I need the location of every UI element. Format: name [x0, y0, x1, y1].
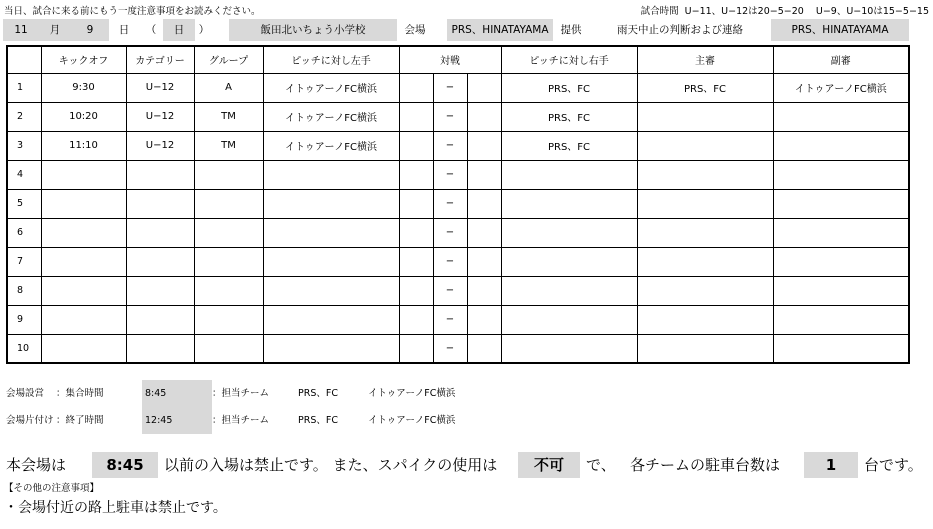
weekday-value: 日	[163, 19, 195, 41]
match-blank-left	[399, 218, 433, 247]
match-vs-cell: −	[433, 73, 467, 102]
assistant-cell	[773, 189, 909, 218]
referee-cell	[637, 305, 773, 334]
row-number: 7	[7, 247, 41, 276]
provider-name: PRS、HINATAYAMA	[447, 19, 553, 41]
notice-text: 当日、試合に来る前にもう一度注意事項をお読みください。	[4, 6, 261, 17]
paren-close: ）	[198, 24, 210, 36]
rules-text-1: 以前の入場は禁止です。 また、スパイクの使用は	[164, 456, 498, 474]
col-header-category: カテゴリー	[126, 46, 194, 73]
row-number: 1	[7, 73, 41, 102]
other-notes-heading: 【その他の注意事項】	[4, 483, 100, 494]
category-cell	[126, 160, 194, 189]
cleanup-team-1: PRS、FC	[298, 415, 338, 426]
assistant-cell	[773, 305, 909, 334]
category-cell: U−12	[126, 131, 194, 160]
category-cell	[126, 247, 194, 276]
group-cell	[194, 218, 263, 247]
table-row	[7, 334, 909, 363]
group-cell	[194, 247, 263, 276]
month-value: 11	[3, 19, 39, 41]
row-number: 5	[7, 189, 41, 218]
rain-label: 雨天中止の判断および連絡	[617, 24, 743, 36]
match-vs-cell: −	[433, 160, 467, 189]
match-blank-right	[467, 131, 501, 160]
parking-box: 1	[804, 452, 858, 478]
left-team-cell: イトゥアーノFC横浜	[263, 102, 399, 131]
row-number: 9	[7, 305, 41, 334]
assistant-cell	[773, 131, 909, 160]
assistant-cell	[773, 334, 909, 363]
referee-cell	[637, 247, 773, 276]
setup-row	[6, 380, 466, 407]
group-cell	[194, 189, 263, 218]
referee-cell	[637, 218, 773, 247]
setup-team-1: PRS、FC	[298, 388, 338, 399]
kickoff-cell: 9:30	[41, 73, 126, 102]
table-row	[7, 73, 909, 102]
group-cell: A	[194, 73, 263, 102]
kickoff-cell	[41, 160, 126, 189]
kickoff-cell	[41, 218, 126, 247]
kickoff-cell	[41, 247, 126, 276]
match-vs-cell: −	[433, 247, 467, 276]
setup-time: 8:45	[142, 380, 212, 407]
col-header-left-team: ピッチに対し左手	[263, 46, 399, 73]
group-cell	[194, 160, 263, 189]
match-blank-left	[399, 102, 433, 131]
provider-label: 提供	[560, 24, 582, 36]
col-header-assistant: 副審	[773, 46, 909, 73]
group-cell: TM	[194, 102, 263, 131]
match-blank-left	[399, 189, 433, 218]
match-blank-left	[399, 276, 433, 305]
right-team-cell	[501, 305, 637, 334]
rules-text-3: 各チームの駐車台数は	[630, 456, 781, 474]
match-blank-left	[399, 334, 433, 363]
right-team-cell	[501, 247, 637, 276]
row-number: 8	[7, 276, 41, 305]
category-cell: U−12	[126, 102, 194, 131]
match-vs-cell: −	[433, 305, 467, 334]
category-cell: U−12	[126, 73, 194, 102]
col-header-no	[7, 46, 41, 73]
cleanup-team-label: ：担当チーム	[212, 415, 270, 426]
right-team-cell	[501, 218, 637, 247]
row-number: 4	[7, 160, 41, 189]
rules-suffix: 台です。	[864, 456, 923, 474]
category-cell	[126, 218, 194, 247]
col-header-match: 対戦	[399, 46, 501, 73]
day-value: 9	[71, 19, 109, 41]
match-blank-right	[467, 160, 501, 189]
setup-time-label: ：集合時間	[56, 388, 104, 399]
kickoff-cell	[41, 334, 126, 363]
spike-box: 不可	[518, 452, 580, 478]
cleanup-row	[6, 407, 466, 434]
referee-cell	[637, 160, 773, 189]
match-vs-cell: −	[433, 276, 467, 305]
setup-team-2: イトゥアーノFC横浜	[368, 388, 456, 399]
table-row	[7, 131, 909, 160]
left-team-cell: イトゥアーノFC横浜	[263, 73, 399, 102]
right-team-cell	[501, 160, 637, 189]
left-team-cell	[263, 160, 399, 189]
left-team-cell	[263, 247, 399, 276]
setup-team-label: ：担当チーム	[212, 388, 270, 399]
col-header-kickoff: キックオフ	[41, 46, 126, 73]
row-number: 3	[7, 131, 41, 160]
col-header-right-team: ピッチに対し右手	[501, 46, 637, 73]
date-venue-header	[3, 19, 930, 41]
referee-cell	[637, 276, 773, 305]
venue-name: 飯田北いちょう小学校	[229, 19, 397, 41]
match-blank-left	[399, 247, 433, 276]
referee-cell: PRS、FC	[637, 73, 773, 102]
match-time-text: 試合時間 U−11、U−12は20−5−20 U−9、U−10は15−5−15	[640, 6, 929, 17]
other-note-1: ・会場付近の路上駐車は禁止です。	[4, 500, 227, 516]
table-row	[7, 218, 909, 247]
match-blank-right	[467, 218, 501, 247]
kickoff-cell	[41, 305, 126, 334]
cleanup-team-2: イトゥアーノFC横浜	[368, 415, 456, 426]
match-blank-right	[467, 102, 501, 131]
match-blank-right	[467, 73, 501, 102]
match-blank-left	[399, 305, 433, 334]
left-team-cell	[263, 305, 399, 334]
group-cell	[194, 334, 263, 363]
category-cell	[126, 189, 194, 218]
table-row	[7, 305, 909, 334]
rain-contact: PRS、HINATAYAMA	[771, 19, 909, 41]
table-row	[7, 189, 909, 218]
cleanup-time-label: ：終了時間	[56, 415, 104, 426]
row-number: 2	[7, 102, 41, 131]
setup-label: 会場設営	[6, 388, 45, 399]
match-vs-cell: −	[433, 102, 467, 131]
left-team-cell	[263, 334, 399, 363]
group-cell: TM	[194, 131, 263, 160]
right-team-cell: PRS、FC	[501, 102, 637, 131]
table-row	[7, 102, 909, 131]
kickoff-cell	[41, 276, 126, 305]
table-row	[7, 247, 909, 276]
left-team-cell: イトゥアーノFC横浜	[263, 131, 399, 160]
paren-open: （	[145, 24, 157, 36]
right-team-cell	[501, 189, 637, 218]
left-team-cell	[263, 189, 399, 218]
match-blank-left	[399, 131, 433, 160]
match-vs-cell: −	[433, 131, 467, 160]
kickoff-cell: 11:10	[41, 131, 126, 160]
rules-prefix: 本会場は	[6, 456, 67, 474]
category-cell	[126, 334, 194, 363]
match-vs-cell: −	[433, 218, 467, 247]
match-blank-right	[467, 189, 501, 218]
match-blank-left	[399, 160, 433, 189]
match-vs-cell: −	[433, 334, 467, 363]
assistant-cell	[773, 218, 909, 247]
right-team-cell	[501, 334, 637, 363]
left-team-cell	[263, 276, 399, 305]
cleanup-label: 会場片付け	[6, 415, 54, 426]
table-header-row	[7, 46, 909, 73]
group-cell	[194, 305, 263, 334]
venue-label: 会場	[404, 24, 426, 36]
referee-cell	[637, 189, 773, 218]
category-cell	[126, 276, 194, 305]
match-blank-right	[467, 305, 501, 334]
match-blank-right	[467, 334, 501, 363]
assistant-cell	[773, 276, 909, 305]
day-label: 日	[118, 24, 130, 36]
referee-cell	[637, 102, 773, 131]
schedule-table	[6, 45, 910, 364]
row-number: 10	[7, 334, 41, 363]
row-number: 6	[7, 218, 41, 247]
match-blank-right	[467, 247, 501, 276]
right-team-cell	[501, 276, 637, 305]
col-header-group: グループ	[194, 46, 263, 73]
assistant-cell: イトゥアーノFC横浜	[773, 73, 909, 102]
right-team-cell: PRS、FC	[501, 73, 637, 102]
month-label: 月	[39, 19, 71, 41]
cleanup-time: 12:45	[142, 407, 212, 434]
match-vs-cell: −	[433, 189, 467, 218]
category-cell	[126, 305, 194, 334]
entry-time-box: 8:45	[92, 452, 158, 478]
group-cell	[194, 276, 263, 305]
kickoff-cell: 10:20	[41, 102, 126, 131]
match-blank-right	[467, 276, 501, 305]
rules-text-2: で、	[586, 456, 616, 474]
referee-cell	[637, 131, 773, 160]
assistant-cell	[773, 247, 909, 276]
match-blank-left	[399, 73, 433, 102]
kickoff-cell	[41, 189, 126, 218]
left-team-cell	[263, 218, 399, 247]
assistant-cell	[773, 160, 909, 189]
table-row	[7, 276, 909, 305]
assistant-cell	[773, 102, 909, 131]
col-header-referee: 主審	[637, 46, 773, 73]
referee-cell	[637, 334, 773, 363]
table-row	[7, 160, 909, 189]
right-team-cell: PRS、FC	[501, 131, 637, 160]
